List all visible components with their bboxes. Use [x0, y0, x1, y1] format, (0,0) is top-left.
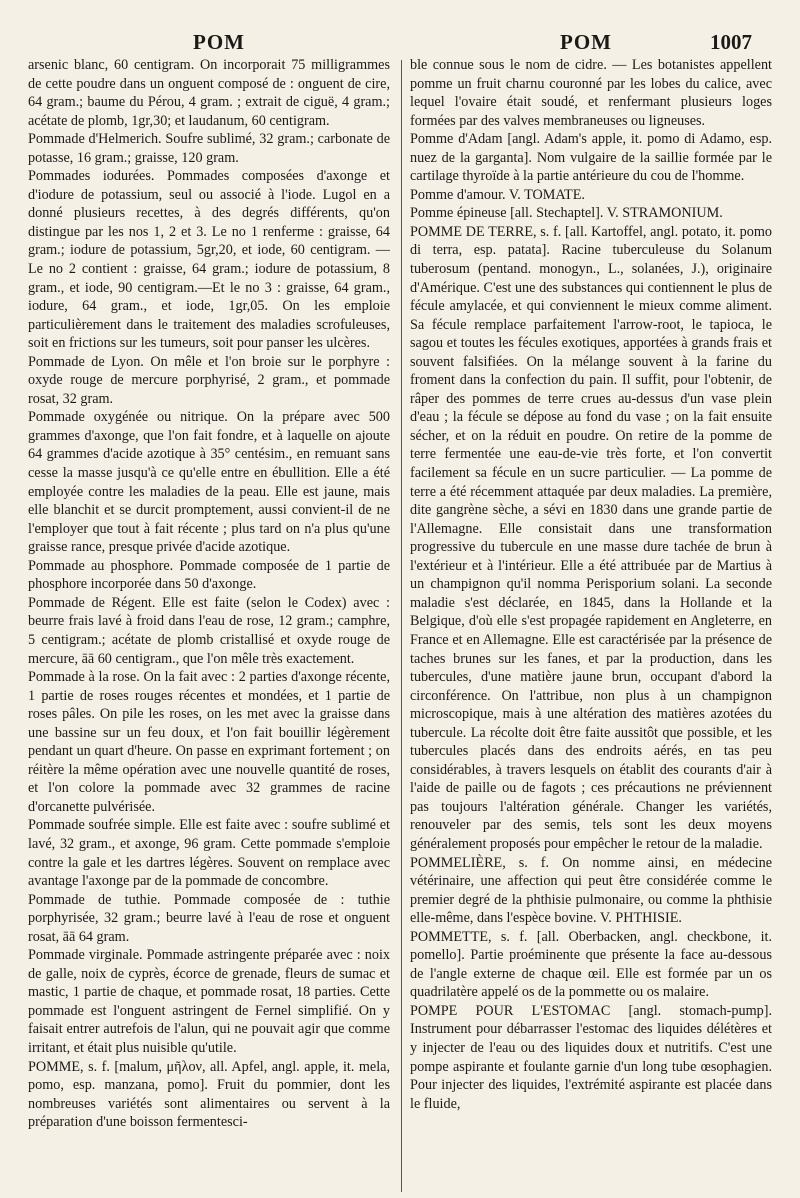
entry-paragraph: POMPE POUR L'ESTOMAC [angl. stomach-pump]. Instrument pour débarrasser l'estomac des liquides délétères et y injecter de l'eau ou des liquides doux et nutritifs. C'est une pompe aspirante et foulante garnie d'un long tube œsophagien. Pour injecter des liquides, l'extrémité aspirante est placée dans le fluide, — [410, 1002, 772, 1112]
entry-paragraph: POMME, s. f. [malum, μῆλον, all. Apfel, angl. apple, it. mela, pomo, esp. manzana, pomo]. Fruit du pommier, dont les nombreuses variétés sont alimentaires ou servent à la préparation d'une boisson fermentesci- — [28, 1058, 390, 1131]
entry-paragraph: Pommade d'Helmerich. Soufre sublimé, 32 gram.; carbonate de potasse, 16 gram.; graisse, 120 gram. — [28, 131, 390, 166]
entry-paragraph: Pommade de Lyon. On mêle et l'on broie sur le porphyre : oxyde rouge de mercure porphyrisé, 2 gram., et pommade rosat, 32 gram. — [28, 353, 390, 407]
entry-paragraph: Pomme d'amour. V. TOMATE. — [410, 186, 585, 203]
entry-paragraph: Pommade de Régent. Elle est faite (selon le Codex) avec : beurre frais lavé à froid dans l'eau de rose, 12 gram.; camphre, 5 centigram.; acétate de plomb cristallisé et oxyde rouge de mercure, āā 60 centigram., que l'on mêle très exactement. — [28, 594, 390, 667]
running-head — [0, 30, 800, 58]
left-column — [28, 56, 390, 1192]
entry-paragraph: Pommade soufrée simple. Elle est faite avec : soufre sublimé et lavé, 32 gram., et axonge, 96 gram. Cette pommade s'emploie contre la gale et les dartres légères. Souvent on remplace avec avantage l'axonge par de la pommade de concombre. — [28, 817, 390, 890]
entry-paragraph: POMMELIÈRE, s. f. On nomme ainsi, en médecine vétérinaire, une affection qui peut être considérée comme le premier degré de la phthisie pulmonaire, ou comme la phthisie elle-même, dans l'espèce bovine. V. PHTHISIE. — [410, 854, 772, 927]
entry-paragraph: Pommade de tuthie. Pommade composée de : tuthie porphyrisée, 32 gram.; beurre lavé à l'eau de rose et onguent rosat, āā 64 gram. — [28, 891, 390, 945]
entry-paragraph: ble connue sous le nom de cidre. — Les botanistes appellent pomme un fruit charnu couronné par les lobes du calice, avec lequel l'ovaire était soudé, et renfermant plusieurs loges formées par des valves membraneuses ou ligneuses. — [410, 57, 772, 129]
running-head-left-word: POM — [193, 30, 245, 54]
right-column — [410, 56, 772, 1192]
entry-paragraph: POMMETTE, s. f. [all. Oberbacken, angl. checkbone, it. pomello]. Partie proéminente que présente la face au-dessous de l'angle externe de chaque œil. Elle est formée par un os quadrilatère appelé os de la pommette ou os malaire. — [410, 928, 772, 1001]
entry-paragraph: Pomme d'Adam [angl. Adam's apple, it. pomo di Adamo, esp. nuez de la garganta]. Nom vulgaire de la saillie formée par le cartilage thyroïde à la partie antérieure du cou de l'homme. — [410, 131, 772, 185]
entry-paragraph: Pommade au phosphore. Pommade composée de 1 partie de phosphore incorporée dans 50 d'axonge. — [28, 557, 390, 593]
entry-paragraph: Pommades iodurées. Pommades composées d'axonge et d'iodure de potassium, seul ou associé à l'iode. Lugol en a donné plusieurs recettes, à des degrés différents, qu'on distingue par les nos 1, 2 et 3. Le no 1 renferme : graisse, 64 gram.; iodure de potassium, 5gr,20, et iode, 60 centigram. — Le no 2 contient : graisse, 64 gram.; iodure de potassium, 8 gram., et iode, 90 centigram.—Et le no 3 : graisse, 64 gram., iodure, 64 gram., et iode, 1gr,05. On les emploie particulièrement dans le traitement des maladies scrofuleuses, soit en frictions sur les tumeurs, soit pour panser les ulcères. — [28, 168, 390, 352]
entry-paragraph: Pommade à la rose. On la fait avec : 2 parties d'axonge récente, 1 partie de roses rouges récentes et mondées, et 1 partie de roses pâles. On pile les roses, on les met avec la graisse dans une bassine sur un feu doux, et l'on fait bouillir légèrement pendant un quart d'heure. On passe en exprimant fortement ; on réitère la même opération avec une nouvelle quantité de roses, et l'on colore la pommade avec 32 grammes de racine d'orcanette pulvérisée. — [28, 669, 390, 815]
entry-paragraph: Pomme épineuse [all. Stechaptel]. V. STRAMONIUM. — [410, 205, 723, 222]
entry-paragraph: POMME DE TERRE, s. f. [all. Kartoffel, angl. potato, it. pomo di terra, esp. patata]. Racine tuberculeuse du Solanum tuberosum (pentand. monogyn., L., solanées, J.), originaire d'Amérique. C'est une des substances qui contiennent le plus de fécule amylacée, et qui conviennent le mieux comme aliment. Sa fécule remplace parfaitement l'arrow-root, le tapioca, le sagou et toutes les fécules exotiques, apportées à grands frais et souvent falsifiées. On la mélange souvent à la farine du froment dans la confection du pain. Il suffit, pour l'obtenir, de râper des pommes de terre crues au-dessus d'un vase plein d'eau ; la fécule se dépose au fond du vase ; on la fait ensuite sécher, et on la réduit en poudre. On retire de la pomme de terre fermentée une eau-de-vie très forte, et l'on convertit facilement sa fécule en un sucre particulier. — La pomme de terre a été récemment attaquée par deux maladies. La première, dite gangrène sèche, a sévi en 1830 dans une grande partie de l'Allemagne. Elle consistait dans une transformation progressive du tubercule en une masse dure tachée de brun à l'extérieur et à l'intérieur. Elle a été attribuée par de Martius à un champignon qu'il nomma Perisporium solani. La seconde maladie s'est déclarée, en 1845, dans la Hollande et la Belgique, d'où elle s'est propagée rapidement en Angleterre, en France et en Allemagne. Elle est caractérisée par la présence de taches brunes sur les fanes, et par la production, dans les tubercules, d'une matière jaune brun, occupant d'abord la circonférence. On l'attribue, non plus à un champignon microscopique, mais à une altération des matières azotées du tubercule. La récolte doit être faite aussitôt que possible, et les tubercules placés dans des endroits aérés, en tas peu considérables, à travers lesquels on établit des courants d'air à l'aide de paille ou de fagots ; ces précautions ne préviennent pas toujours l'altération générale. Changer les variétés, renouveler par des semis, tels sont les deux moyens généralement proposés pour empêcher le retour de la maladie. — [410, 223, 772, 852]
entry-paragraph: Pommade virginale. Pommade astringente préparée avec : noix de galle, noix de cyprès, écorce de grenade, fleurs de sumac et mastic, 1 partie de chaque, et pommade rosat, 18 parties. Cette pommade est l'onguent astringent de Fernel simplifié. On y faisait entrer autrefois de l'alun, qui ne pouvait agir que comme irritant, et était plus nuisible qu'utile. — [28, 947, 390, 1056]
running-head-right-word: POM — [560, 30, 612, 54]
page-number: 1007 — [710, 30, 752, 54]
column-divider — [401, 60, 402, 1192]
entry-paragraph: arsenic blanc, 60 centigram. On incorporait 75 milligrammes de cette poudre dans un onguent composé de : onguent de cire, 64 gram.; baume du Pérou, 4 gram. ; extrait de ciguë, 4 gram.; acétate de plomb, 1gr,30; et laudanum, 60 centigram. — [28, 57, 390, 129]
entry-paragraph: Pommade oxygénée ou nitrique. On la prépare avec 500 grammes d'axonge, que l'on fait fondre, et à laquelle on ajoute 64 grammes d'acide azotique à 35° centésim., en remuant sans cesse la masse jusqu'à ce qu'elle entre en ébullition. Elle a été employée contre les maladies de la peau. Elle est jaune, mais elle blanchit et se durcit promptement, aussi convient-il de ne l'employer que tout à fait récente ; plus tard on n'a plus qu'une graisse rance, presque privée d'acide azotique. — [28, 409, 390, 556]
